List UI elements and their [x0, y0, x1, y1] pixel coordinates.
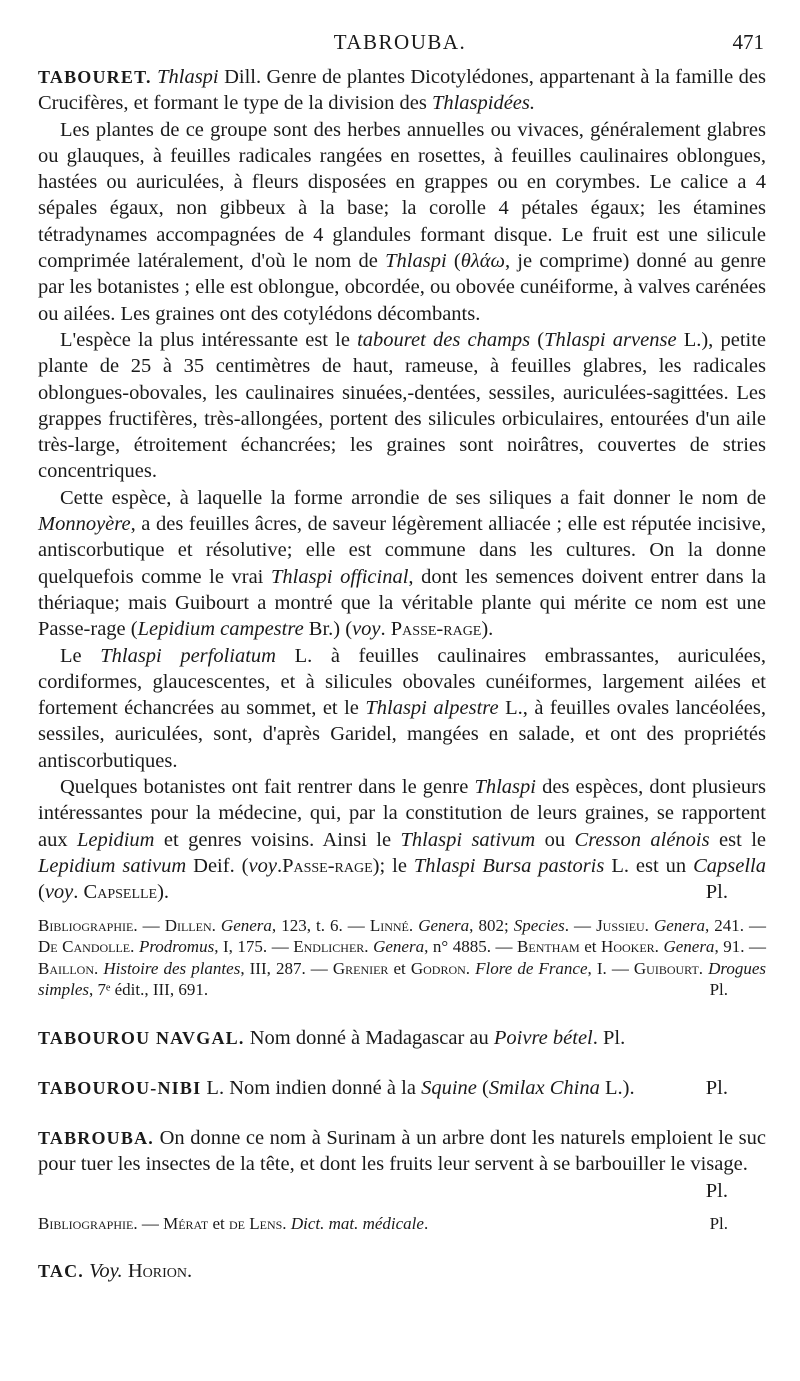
- bibliography-signature: Pl.: [709, 1213, 728, 1233]
- headword: TABOUROU NAVGAL.: [38, 1027, 245, 1048]
- entry-tabourou-navgal: TABOUROU NAVGAL. Nom donné à Madagascar au Poivre bétel. Pl.: [38, 1026, 626, 1049]
- headword: TABOURET.: [38, 67, 152, 87]
- entry-tabouret: [38, 64, 766, 1001]
- tabouret-paragraph-6: Quelques botanistes ont fait rentrer dans le genre Thlaspi des espèces, dont plusieurs intéressantes pour la médecine, qui, par la constitution de leurs graines, se rapportent aux Lepidium et genres voisins. Ainsi le Thlaspi sativum ou Cresson alénois est le Lepidium sativum Deif. (voy.Passe-rage); le Thlaspi Bursa pastoris L. est un Capsella (voy. Capselle). Pl.: [38, 774, 766, 905]
- cross-reference: Passe-rage: [390, 618, 482, 641]
- cross-reference: Passe-rage: [282, 854, 373, 877]
- page-number: 471: [732, 30, 764, 54]
- page-header: [0, 30, 800, 60]
- tabouret-paragraph-3: L'espèce la plus intéressante est le tabouret des champs (Thlaspi arvense L.), petite plante de 25 à 35 centimètres de haut, rameuse, à feuilles glabres, les radicales oblongues-obovales, les caulinaires sinuées,-dentées, sessiles, auriculées-sagittées. Les grappes fructifères, très-allongées, portent des silicules orbiculaires, entourées d'un aile très-large, étroitement échancrées; les graines sont noirâtres, couvertes de stries concentriques.: [38, 328, 767, 483]
- author-signature: Pl.: [603, 1026, 626, 1049]
- headword: TABOUROU-NIBI: [38, 1077, 202, 1098]
- entry-tabrouba: TABROUBA. On donne ce nom à Surinam à un arbre dont les naturels emploient le suc pour tuer les insectes de la tête, et dont les fruits leur servent à se barbouiller le visage. Pl.: [38, 1125, 766, 1178]
- tabouret-paragraph-1: TABOURET. Thlaspi Dill. Genre de plantes Dicotylédones, appartenant à la famille des Crucifères, et formant le type de la division des Thlaspidées.: [38, 66, 766, 115]
- cross-reference: Horion: [127, 1260, 187, 1283]
- tabouret-bibliography: Bibliographie. — Dillen. Genera, 123, t. 6. — Linné. Genera, 802; Species. — Jussieu. Genera, 241. — De Candolle. Prodromus, I, 175. — Endlicher. Genera, n° 4885. — Bentham et Hooker. Genera, 91. — Baillon. Histoire des plantes, III, 287. — Grenier et Godron. Flore de France, I. — Guibourt. Drogues simples, 7ᵉ édit., III, 691. Pl.: [38, 915, 767, 999]
- author-signature: Pl.: [705, 1076, 728, 1099]
- headword: TAC.: [38, 1261, 84, 1282]
- tabouret-paragraph-4: Cette espèce, à laquelle la forme arrondie de ses siliques a fait donner le nom de Monnoyère, a des feuilles âcres, de saveur légèrement alliacée ; elle est réputée incisive, antiscorbutique et résolutive; elle est commune dans les cultures. On la donne quelquefois comme le vrai Thlaspi officinal, dont les semences doivent entrer dans la thériaque; mais Guibourt a montré que la véritable plante qui mérite ce nom est une Passe-rage (Lepidium campestre Br.) (voy. Passe-rage).: [38, 486, 766, 641]
- author-signature: Pl.: [705, 1179, 728, 1202]
- entry-tabourou-nibi: TABOUROU-NIBI L. Nom indien donné à la Squine (Smilax China L.). Pl.: [38, 1075, 766, 1101]
- bibliography-signature: Pl.: [709, 980, 728, 999]
- running-title: TABROUBA.: [333, 30, 467, 54]
- entry-tac: TAC. Voy. Horion.: [38, 1260, 193, 1283]
- tabouret-paragraph-2: Les plantes de ce groupe sont des herbes annuelles ou vivaces, généralement glabres ou glauques, à feuilles radicales rangées en rosettes, à feuilles caulinaires oblongues, hastées ou auriculées, à fleurs disposées en grappes ou en corymbes. Le calice a 4 sépales égaux, non gibbeux à la base; la corolle 4 pétales égaux; les étamines tétradynames accompagnées de 4 glandules formant disque. Le fruit est une silicule comprimée latéralement, d'où le nom de Thlaspi (θλάω, je comprime) donné au genre par les botanistes ; elle est oblongue, obcordée, ou obovée cunéiforme, à valves carénées ou ailées. Les graines ont des cotylédons décombants.: [38, 118, 766, 325]
- tabrouba-bibliography: Bibliographie. — Mérat et de Lens. Dict. mat. médicale. Pl.: [38, 1213, 728, 1233]
- author-signature: Pl.: [705, 881, 728, 904]
- headword: TABROUBA.: [38, 1128, 154, 1149]
- page-content: [38, 64, 766, 1285]
- cross-reference: Capselle: [83, 881, 158, 904]
- tabouret-paragraph-5: Le Thlaspi perfoliatum L. à feuilles caulinaires embrassantes, auriculées, cordiformes, glaucescentes, et à silicules obovales cunéiformes, largement ailées et fortement échancrées au sommet, et le Thlaspi alpestre L., à feuilles ovales lancéolées, sessiles, auriculées, sont, d'après Garidel, mangées en salade, et ont des propriétés antiscorbutiques.: [38, 644, 767, 772]
